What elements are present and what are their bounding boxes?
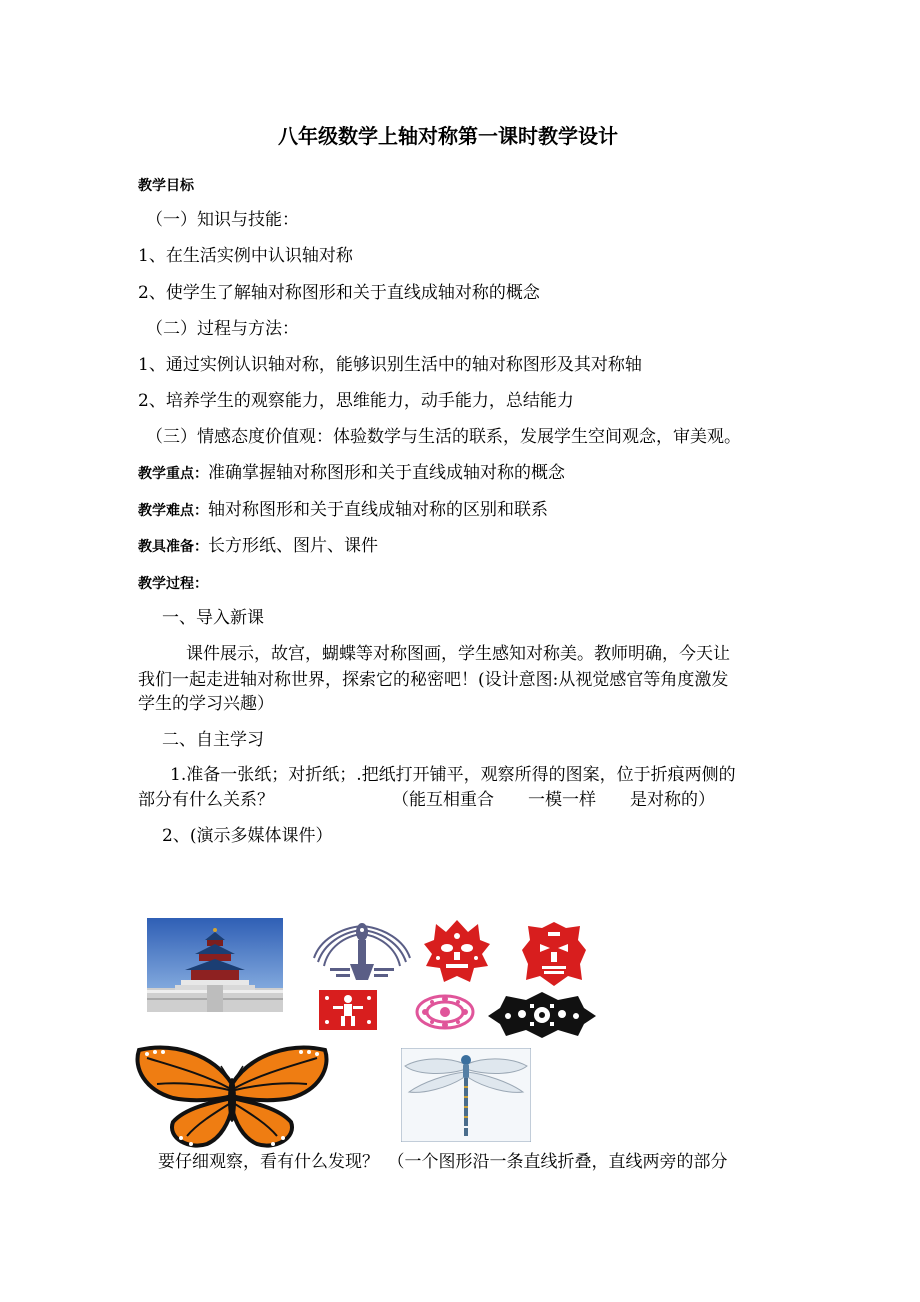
key-point-row [138,463,565,484]
bird-emblem-image [310,918,414,984]
step2-heading: 二、自主学习 [162,730,264,750]
step2-answer: （能互相重合 一模一样 是对称的） [392,790,715,810]
step1-paragraph-line3: 学生的学习兴趣） [138,694,274,714]
tools-label: 教具准备： [138,539,208,555]
step2-paragraph-line2: 部分有什么关系？ [138,790,274,810]
tools-text: 长方形纸、图片、课件 [208,536,378,556]
temple-of-heaven-image [147,918,283,1012]
knowledge-item-1: 1、在生活实例中认识轴对称 [138,246,353,266]
difficulty-label: 教学难点： [138,503,208,519]
step2-paragraph-line1: 1.准备一张纸；对折纸；.把纸打开铺平，观察所得的图案，位于折痕两侧的 [170,765,736,785]
butterfly-image [133,1044,331,1152]
difficulty-row [138,500,548,521]
step1-paragraph-line2: 我们一起走进轴对称世界，探索它的秘密吧！(设计意图:从视觉感官等角度激发 [138,670,729,690]
opera-mask-papercut-image [418,918,496,988]
observation-line: 要仔细观察，看有什么发现？ （一个图形沿一条直线折叠，直线两旁的部分 [158,1152,728,1172]
step1-paragraph-line1: 课件展示，故宫，蝴蝶等对称图画，学生感知对称美。教师明确，今天让 [186,644,730,664]
goals-heading: 教学目标 [138,178,194,194]
demon-mask-papercut-image [518,920,590,988]
process-method-heading: （二）过程与方法： [146,319,299,339]
tools-row [138,536,378,557]
step2-item2: 2、(演示多媒体课件） [162,826,333,846]
emotion-goal: （三）情感态度价值观：体验数学与生活的联系，发展学生空间观念，审美观。 [146,427,741,447]
process-item-1: 1、通过实例认识轴对称，能够识别生活中的轴对称图形及其对称轴 [138,355,642,375]
page-title: 八年级数学上轴对称第一课时教学设计 [278,124,618,148]
step1-heading: 一、导入新课 [162,608,264,628]
difficulty-text: 轴对称图形和关于直线成轴对称的区别和联系 [208,500,548,520]
pink-flower-pattern-image [412,992,478,1032]
dragonfly-image [401,1048,531,1142]
red-figure-papercut-image [319,990,377,1030]
knowledge-heading: （一）知识与技能： [146,210,299,230]
teaching-process-label: 教学过程： [138,576,208,592]
key-point-label: 教学重点： [138,466,208,482]
knowledge-item-2: 2、使学生了解轴对称图形和关于直线成轴对称的概念 [138,283,540,303]
key-point-text: 准确掌握轴对称图形和关于直线成轴对称的概念 [208,463,565,483]
process-item-2: 2、培养学生的观察能力，思维能力，动手能力，总结能力 [138,391,574,411]
black-lattice-papercut-image [486,990,598,1040]
